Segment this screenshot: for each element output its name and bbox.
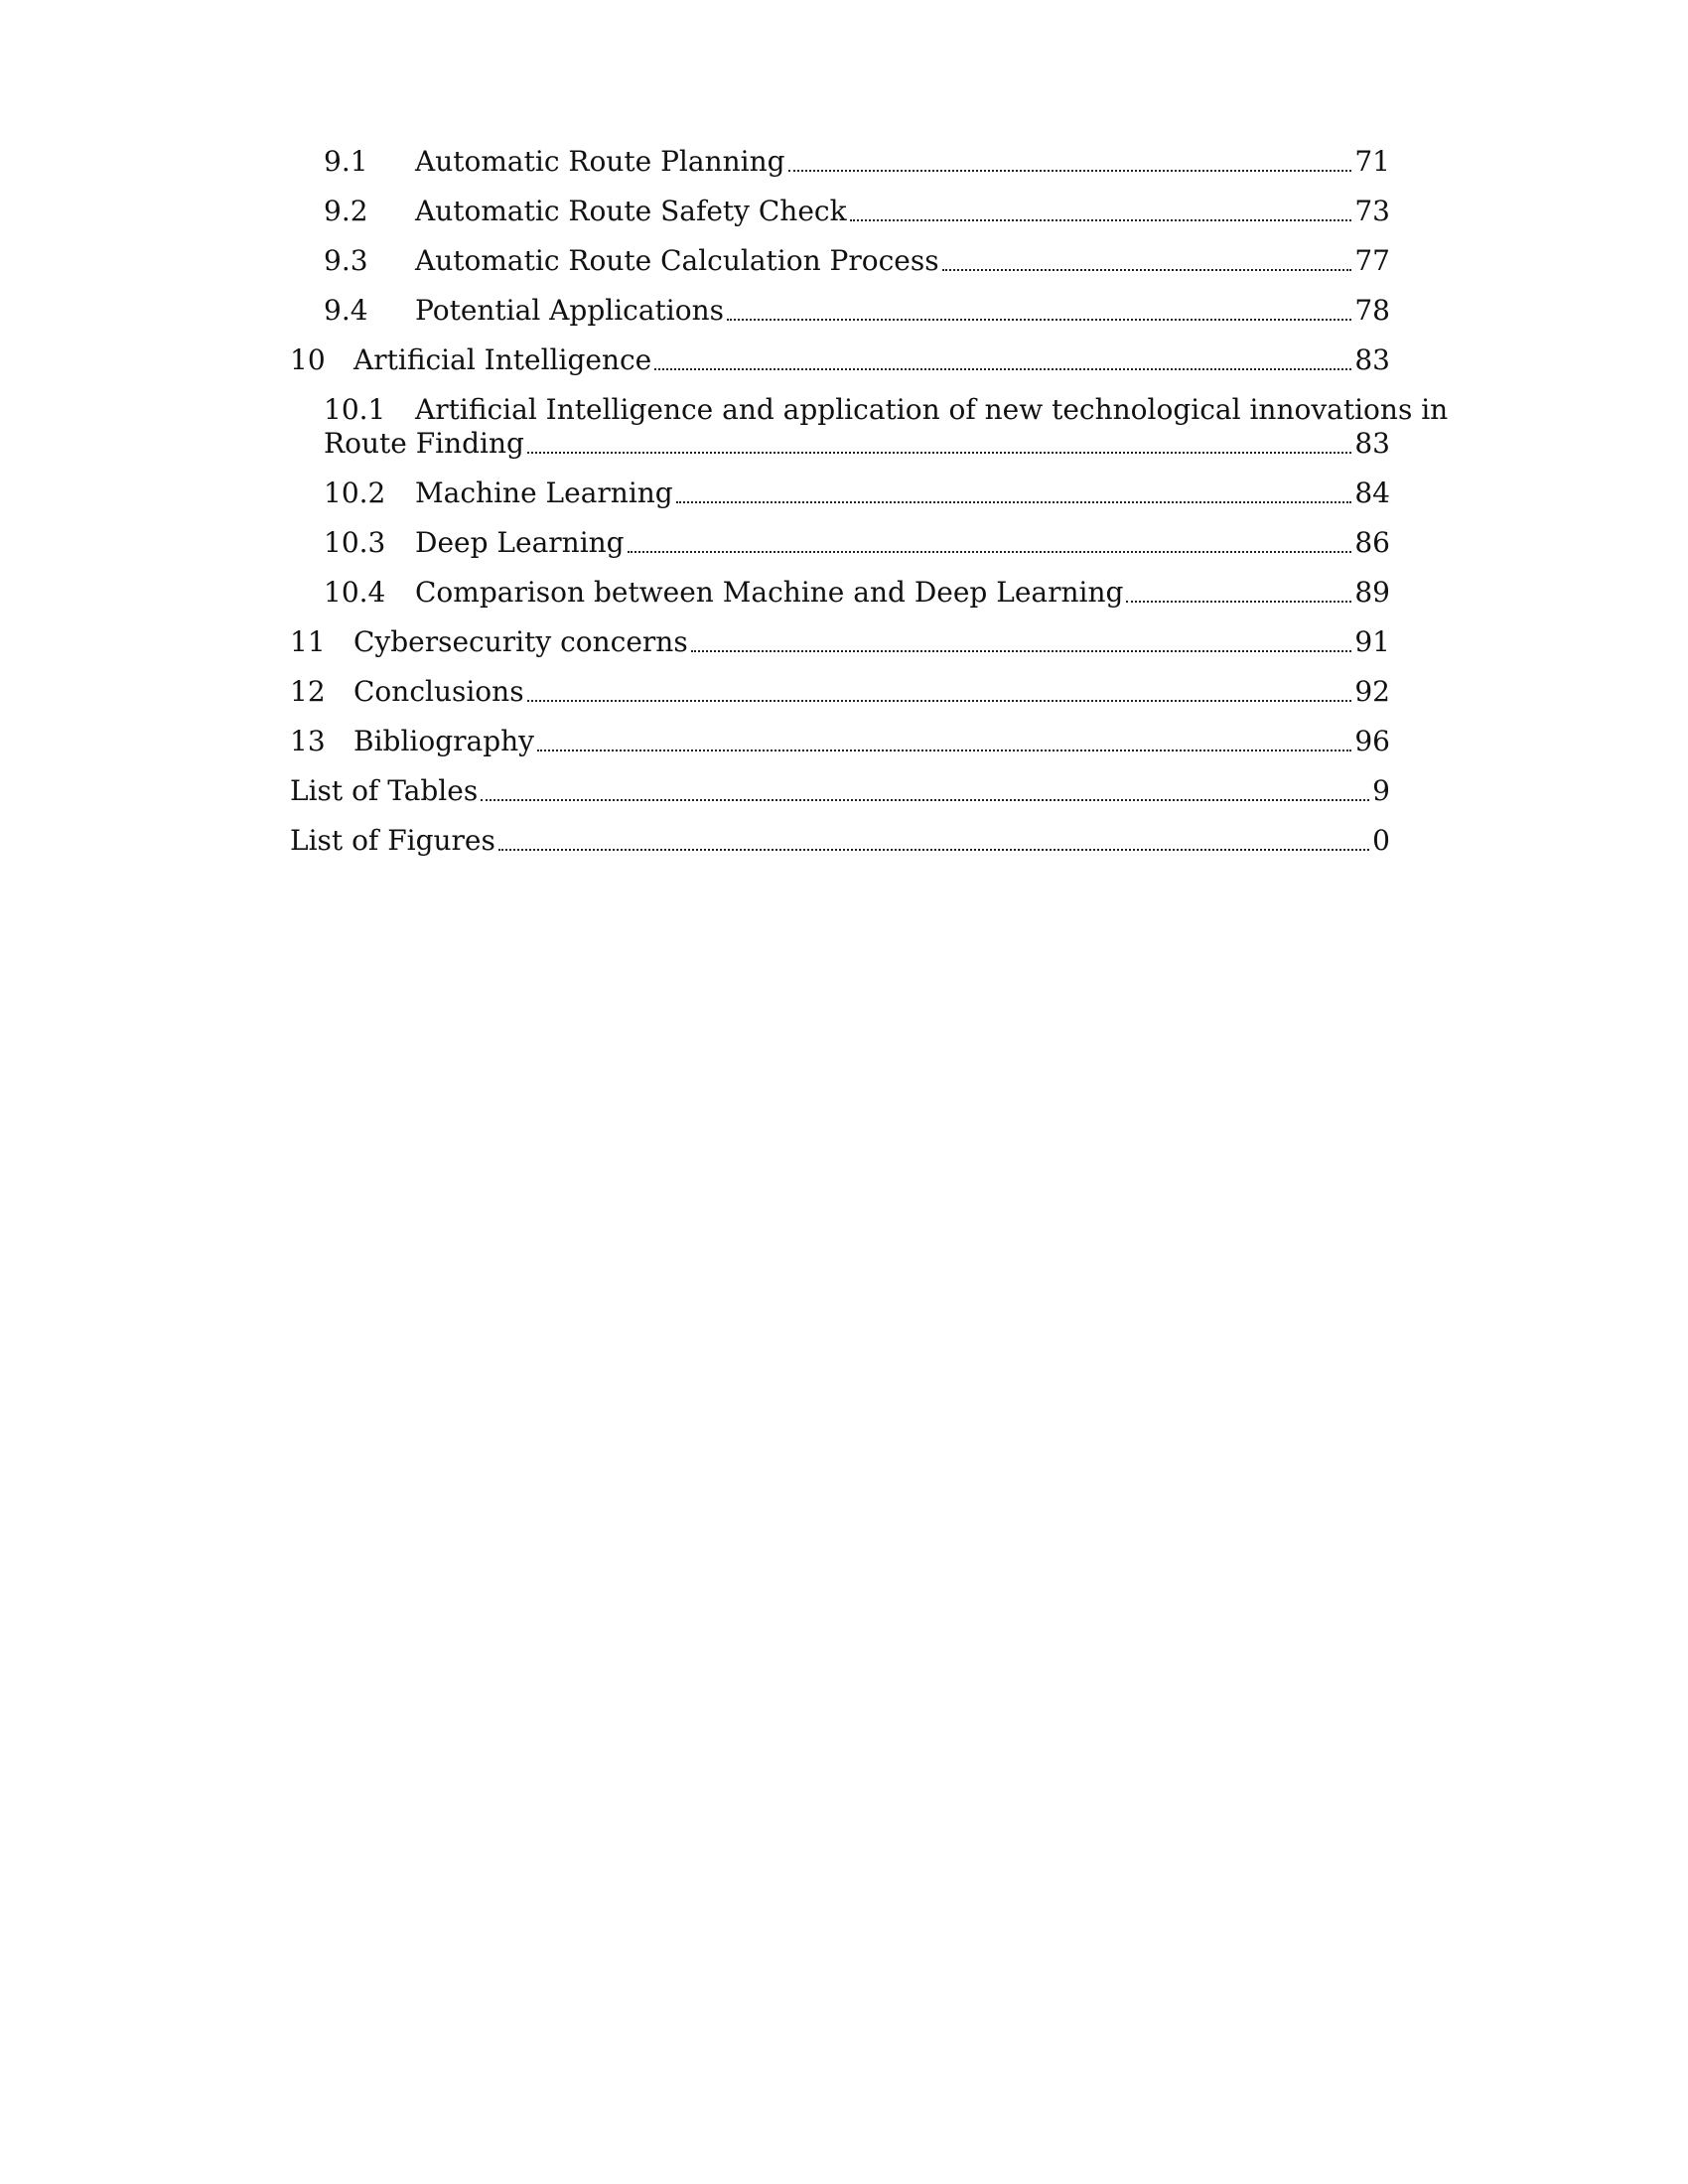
dot-leader: [942, 269, 1352, 271]
toc-entry-title: Artificial Intelligence: [353, 343, 652, 376]
toc-entry-number: 10.3: [324, 526, 386, 559]
dot-leader: [691, 650, 1352, 652]
toc-entry-title: Automatic Route Safety Check: [415, 195, 847, 227]
toc-entry-number: 9.1: [324, 145, 368, 178]
toc-entry-list-of-figures[interactable]: [290, 824, 1390, 858]
dot-leader: [481, 799, 1369, 801]
toc-entry-10-1[interactable]: [290, 393, 1449, 461]
toc-entry-number: 10.2: [324, 477, 386, 509]
toc-entry-number: 10.4: [324, 576, 386, 609]
toc-entry-10-3[interactable]: [290, 526, 1390, 560]
toc-entry-number: 13: [290, 725, 326, 757]
toc-entry-9-4[interactable]: [290, 294, 1390, 328]
toc-entry-page: 86: [1354, 526, 1390, 559]
toc-entry-title: Machine Learning: [415, 477, 673, 509]
toc-entry-page: 83: [1354, 427, 1390, 460]
toc-entry-page: 83: [1354, 343, 1390, 376]
toc-entry-page: 71: [1354, 145, 1390, 178]
dot-leader: [628, 551, 1352, 553]
toc-entry-list-of-tables[interactable]: [290, 774, 1390, 808]
toc-entry-number: 9.3: [324, 244, 368, 277]
dot-leader: [498, 849, 1369, 851]
toc-entry-11[interactable]: [290, 625, 1390, 659]
toc-entry-title: Bibliography: [353, 725, 534, 757]
toc-entry-title: Automatic Route Planning: [415, 145, 785, 178]
toc-entry-page: 92: [1354, 675, 1390, 708]
dot-leader: [727, 319, 1351, 321]
toc-entry-page: 89: [1354, 576, 1390, 609]
toc-entry-10-4[interactable]: [290, 576, 1390, 610]
toc-entry-title: List of Tables: [290, 774, 479, 807]
dot-leader: [527, 452, 1351, 454]
dot-leader: [850, 219, 1352, 221]
toc-entry-title: Artificial Intelligence and application of new technological innovations in: [415, 393, 1449, 426]
toc-entry-page: 73: [1354, 195, 1390, 227]
toc-entry-9-3[interactable]: [290, 244, 1390, 278]
toc-entry-page: 84: [1354, 477, 1390, 509]
toc-entry-title: Potential Applications: [415, 294, 724, 327]
toc-entry-page: 0: [1372, 824, 1390, 857]
toc-entry-title: Automatic Route Calculation Process: [415, 244, 939, 277]
dot-leader: [788, 170, 1352, 172]
toc-entry-page: 77: [1354, 244, 1390, 277]
dot-leader: [537, 750, 1351, 751]
toc-entry-page: 91: [1354, 625, 1390, 658]
toc-entry-page: 9: [1372, 774, 1390, 807]
dot-leader: [527, 700, 1352, 702]
dot-leader: [1126, 601, 1351, 603]
toc-entry-13[interactable]: [290, 725, 1390, 758]
toc-entry-9-1[interactable]: [290, 145, 1390, 179]
toc-entry-title: Conclusions: [353, 675, 524, 708]
toc-entry-number: 10.1: [324, 393, 386, 426]
toc-entry-title: List of Figures: [290, 824, 495, 857]
toc-entry-10[interactable]: [290, 343, 1390, 377]
toc-entry-number: 9.4: [324, 294, 368, 327]
toc-entry-title: Comparison between Machine and Deep Learning: [415, 576, 1124, 609]
toc-entry-number: 9.2: [324, 195, 368, 227]
toc-entry-title: Cybersecurity concerns: [353, 625, 688, 658]
toc-entry-9-2[interactable]: [290, 195, 1390, 228]
toc-entry-number: 12: [290, 675, 326, 708]
toc-entry-number: 10: [290, 343, 326, 376]
toc-entry-page: 96: [1354, 725, 1390, 757]
dot-leader: [654, 368, 1351, 370]
toc-entry-title-continued: Route Finding: [324, 427, 524, 460]
toc-entry-12[interactable]: [290, 675, 1390, 709]
toc-entry-title: Deep Learning: [415, 526, 625, 559]
toc-entry-10-2[interactable]: [290, 477, 1390, 510]
toc-entry-page: 78: [1354, 294, 1390, 327]
toc-entry-number: 11: [290, 625, 326, 658]
dot-leader: [676, 501, 1352, 503]
table-of-contents: [290, 145, 1449, 874]
